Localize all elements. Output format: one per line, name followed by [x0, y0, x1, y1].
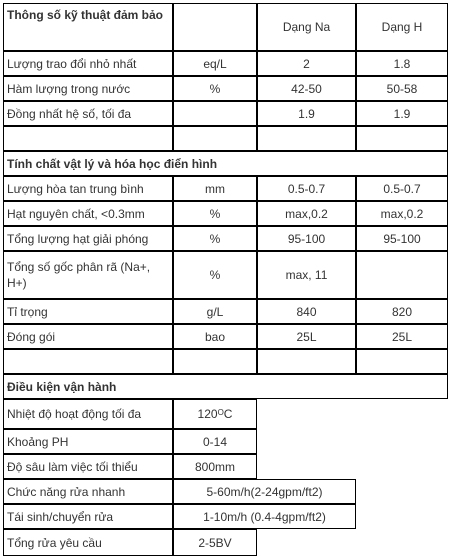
- row-label: Tổng rửa yêu cầu: [3, 529, 173, 556]
- row-value-na: 1.9: [257, 101, 356, 126]
- row-value: 5-60m/h(2-24gpm/ft2): [173, 479, 356, 504]
- row-value-na: 0.5-0.7: [257, 176, 356, 201]
- row-label: Khoảng PH: [3, 429, 173, 454]
- row-value-h: 1.8: [356, 51, 448, 76]
- row-unit: %: [173, 251, 257, 299]
- row-value-h: 0.5-0.7: [356, 176, 448, 201]
- row-unit: [173, 101, 257, 126]
- row-unit: %: [173, 201, 257, 226]
- empty-cell: [257, 126, 356, 151]
- empty-cell: [356, 349, 448, 374]
- empty-cell: [173, 3, 257, 51]
- row-value-h: max,0.2: [356, 201, 448, 226]
- row-label: Lượng trao đổi nhỏ nhất: [3, 51, 173, 76]
- row-unit: mm: [173, 176, 257, 201]
- row-label: Tỉ trọng: [3, 299, 173, 324]
- row-value-na: 25L: [257, 324, 356, 349]
- row-value-na: 95-100: [257, 226, 356, 251]
- temp-unit: C: [223, 407, 233, 421]
- spec-table: [3, 3, 448, 559]
- row-label: Nhiệt độ hoạt động tối đa: [3, 399, 173, 429]
- row-value-h: [356, 251, 448, 299]
- row-value-na: max, 11: [257, 251, 356, 299]
- row-label: Hàm lượng trong nước: [3, 76, 173, 101]
- row-label: Tổng số gốc phân rã (Na+, H+): [3, 251, 173, 299]
- row-label: Chức năng rửa nhanh: [3, 479, 173, 504]
- empty-cell: [356, 126, 448, 151]
- row-value-h: 95-100: [356, 226, 448, 251]
- row-value: 120 $^O$ C: [173, 399, 257, 429]
- row-value: 0-14: [173, 429, 257, 454]
- column-header-h: Dạng H: [356, 3, 448, 51]
- empty-cell: [3, 349, 173, 374]
- empty-cell: [3, 126, 173, 151]
- row-value-na: 42-50: [257, 76, 356, 101]
- empty-cell: [257, 349, 356, 374]
- row-unit: %: [173, 76, 257, 101]
- row-label: Lượng hòa tan trung bình: [3, 176, 173, 201]
- temp-number: 120: [197, 407, 218, 421]
- column-header-na: Dạng Na: [257, 3, 356, 51]
- table-title: Thông số kỹ thuật đảm bảo: [3, 3, 173, 51]
- row-value-na: 2: [257, 51, 356, 76]
- row-value-h: 1.9: [356, 101, 448, 126]
- row-label: Độ sâu làm việc tối thiểu: [3, 454, 173, 479]
- row-unit: %: [173, 226, 257, 251]
- row-label: Tái sinh/chuyển rửa: [3, 504, 173, 529]
- row-value-h: 50-58: [356, 76, 448, 101]
- row-unit: eq/L: [173, 51, 257, 76]
- row-label: Đóng gói: [3, 324, 173, 349]
- section-title: Tính chất vật lý và hóa học điển hình: [3, 151, 448, 176]
- row-label: Hạt nguyên chất, <0.3mm: [3, 201, 173, 226]
- section-title: Điều kiện vận hành: [3, 374, 448, 399]
- row-value-h: 820: [356, 299, 448, 324]
- row-label: Tổng lượng hạt giải phóng: [3, 226, 173, 251]
- row-unit: g/L: [173, 299, 257, 324]
- row-value: 2-5BV: [173, 529, 257, 556]
- row-value-h: 25L: [356, 324, 448, 349]
- row-label: Đồng nhất hệ số, tối đa: [3, 101, 173, 126]
- row-unit: bao: [173, 324, 257, 349]
- row-value: 1-10m/h (0.4-4gpm/ft2): [173, 504, 356, 529]
- row-value-na: max,0.2: [257, 201, 356, 226]
- row-value: 800mm: [173, 454, 257, 479]
- empty-cell: [173, 126, 257, 151]
- row-value-na: 840: [257, 299, 356, 324]
- empty-cell: [173, 349, 257, 374]
